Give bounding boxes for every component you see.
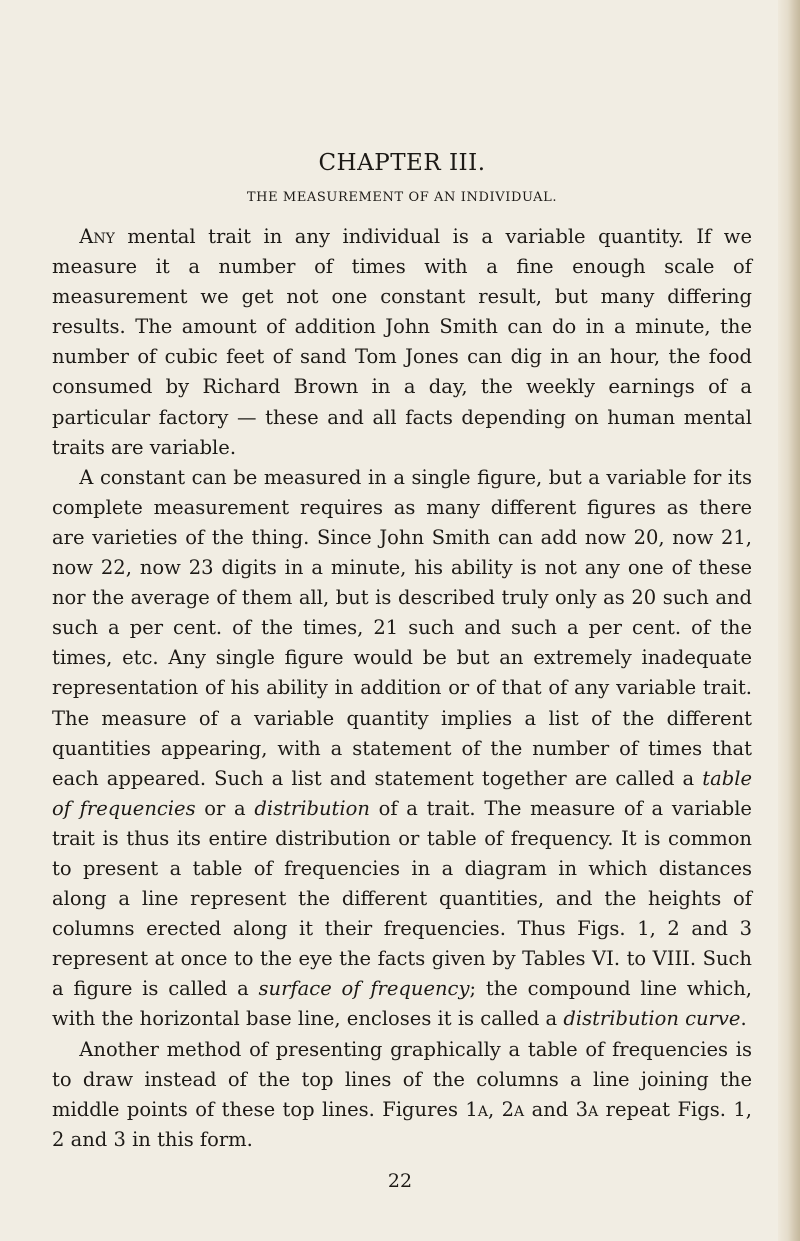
paragraph-3-text-3: and 3 [524, 1097, 589, 1121]
paragraph-2-text-5: . [740, 1007, 747, 1031]
paragraph-1-text: mental trait in any individual is a variable quantity. If we measure it a number of times with a fine enough scale of measurement we get not one constant result, but many differing results. The amount of addition John Smith can do in a minute, the number of cubic feet of sand Tom Jones can dig in an hour, the food consumed by Richard Brown in a day, the weekly earnings of a particular factory — these and all facts depending on human mental traits are variable. [52, 225, 752, 459]
paragraph-3-text-2: , 2 [487, 1097, 514, 1121]
page-edge-shadow [778, 0, 800, 1241]
term-surface-of-frequency: surface of frequency [258, 977, 470, 1001]
paragraph-1-lead-word: Any [79, 225, 115, 248]
page-content [52, 150, 752, 1155]
paragraph-2-text-3: of a trait. The measure of a variable trait is thus its entire distribution or table of frequency. It is common to present a table of frequencies in a diagram in which distances along a line represent the different quantities, and the heights of columns erected along it their frequencies. Thus Figs. 1, 2 and 3 represent at once to the eye the facts given by Tables VI. to VIII. Such a figure is called a [52, 796, 752, 1001]
section-title: THE MEASUREMENT OF AN INDIVIDUAL. [246, 190, 558, 205]
paragraph-2-text-1: A constant can be measured in a single figure, but a variable for its complete measurement requires as many different figures as there are varieties of the thing. Since John Smith can add now 20, now 21, now 22, now 23 digits in a minute, his ability is not any one of these nor the average of them all, but is described truly only as 20 such and such a per cent. of the times, 21 such and such a per cent. of the times, etc. Any single figure would be but an extremely inadequate representation of his ability in addition or of that of any variable trait. The measure of a variable quantity implies a list of the different quantities appearing, with a statement of the number of times that each appeared. Such a list and statement together are called a [52, 465, 752, 790]
paragraph-1 [52, 222, 752, 463]
paragraph-3 [52, 1035, 752, 1155]
paragraph-3-text-4: repeat Figs. 1, 2 and 3 in this form. [52, 1097, 752, 1151]
term-table-of-frequencies: table of frequencies [52, 766, 752, 820]
page-number: 22 [387, 1170, 413, 1192]
paragraph-3-text-1: Another method of presenting graphically a table of frequencies is to draw instead of the top lines of the columns a line joining the middle points of these top lines. Figures 1 [52, 1037, 752, 1121]
term-distribution-curve: distribution curve [563, 1007, 741, 1031]
chapter-title: CHAPTER III. [318, 150, 486, 176]
paragraph-2-text-2: or a [195, 796, 255, 820]
figure-1a-suffix: a [477, 1097, 488, 1121]
paragraph-2 [52, 463, 752, 1035]
figure-2a-suffix: a [514, 1097, 525, 1121]
term-distribution: distribution [254, 796, 370, 820]
paragraph-2-text-4: ; the compound line which, with the horizontal base line, encloses it is called a [52, 977, 752, 1031]
figure-3a-suffix: a [588, 1097, 599, 1121]
